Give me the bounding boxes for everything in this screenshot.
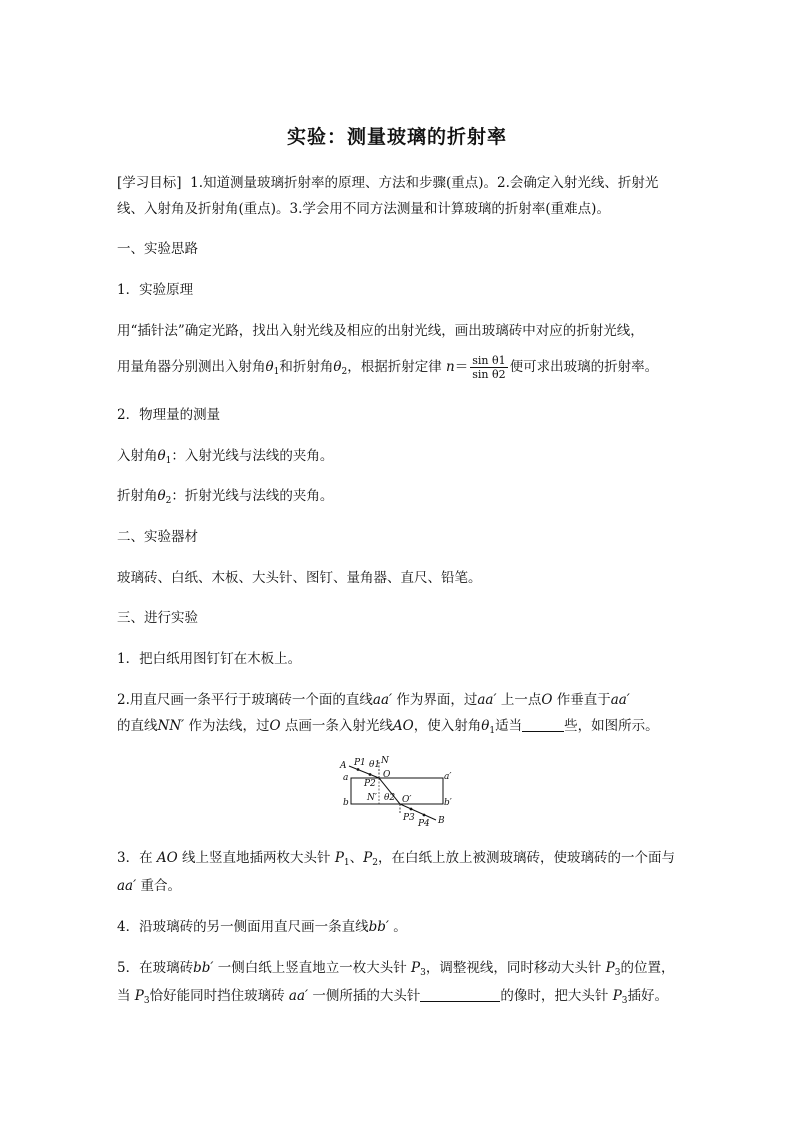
label-a: a bbox=[343, 773, 349, 783]
step-2-line-2: 的直线NN′ 作为法线，过O 点画一条入射光线AO，使入射角$\theta_1$适当 些，如图所示。 bbox=[117, 718, 659, 736]
label-p1: P1 bbox=[354, 758, 366, 768]
step-4: 4．沿玻璃砖的另一侧面用直尺画一条直线bb′ 。 bbox=[117, 919, 407, 935]
label-b: b bbox=[343, 798, 349, 808]
step-5-line-2: 当 $P_3$恰好能同时挡住玻璃砖 aa′ 一侧所插的大头针 的像时，把大头针 $P_3$插好。 bbox=[117, 988, 669, 1006]
label-p3: P3 bbox=[403, 813, 415, 823]
learning-goals-line-1: [学习目标] 1.知道测量玻璃折射率的原理、方法和步骤(重点)。2.会确定入射光线、折射光 bbox=[117, 175, 659, 191]
label-theta1: θ1 bbox=[369, 760, 381, 770]
refraction-diagram bbox=[334, 753, 460, 831]
pin-p1 bbox=[357, 768, 360, 771]
label-o: O bbox=[383, 770, 391, 780]
step-5-line-1: 5．在玻璃砖bb′ 一侧白纸上竖直地立一枚大头针 $P_3$，调整视线，同时移动大头针 $P_3$的位置， bbox=[117, 960, 675, 978]
subsection-principle: 1．实验原理 bbox=[117, 282, 194, 298]
label-theta2: θ2 bbox=[384, 793, 396, 803]
fill-blank-2[interactable] bbox=[420, 987, 500, 1002]
learning-goals-line-2: 线、入射角及折射角(重点)。3.学会用不同方法测量和计算玻璃的折射率(重难点)。 bbox=[117, 201, 610, 217]
fill-blank-1[interactable] bbox=[522, 717, 564, 732]
pin-p2 bbox=[369, 773, 372, 776]
step-3-line-2: aa′ 重合。 bbox=[117, 878, 181, 894]
label-b-point: B bbox=[438, 816, 445, 826]
step-2-line-1: 2.用直尺画一条平行于玻璃砖一个面的直线aa′ 作为界面，过aa′ 上一点O 作垂直于aa′ bbox=[117, 692, 630, 708]
goal-tag: [学习目标] bbox=[117, 175, 182, 191]
step-3-line-1: 3．在 AO 线上竖直地插两枚大头针 $P_1$、$P_2$，在白纸上放上被测玻璃砖，使玻璃砖的一个面与 bbox=[117, 850, 675, 868]
label-o-prime: O′ bbox=[402, 795, 412, 805]
principle-line-1: 用“插针法”确定光路，找出入射光线及相应的出射光线，画出玻璃砖中对应的折射光线， bbox=[117, 323, 644, 339]
section-heading-3: 三、进行实验 bbox=[117, 610, 198, 626]
label-n: N bbox=[381, 756, 389, 766]
label-a-prime: a′ bbox=[444, 772, 452, 782]
principle-line-2: 用量角器分别测出入射角$\theta_1$和折射角$\theta_2$，根据折射定律 n＝ $\frac{\text{sin θ1}}{\text{sin θ2}}$ 便可求出玻璃的折射率。 bbox=[117, 354, 659, 381]
label-a-point: A bbox=[340, 761, 347, 771]
page-title: 实验：测量玻璃的折射率 bbox=[286, 126, 507, 148]
pin-p4 bbox=[423, 814, 426, 817]
label-b-prime: b′ bbox=[444, 798, 452, 808]
refraction-angle-def: 折射角$\theta_2$：折射光线与法线的夹角。 bbox=[117, 488, 334, 506]
label-n-prime: N′ bbox=[367, 793, 377, 803]
section-heading-1: 一、实验思路 bbox=[117, 241, 198, 257]
pin-p3 bbox=[410, 808, 413, 811]
section-heading-2: 二、实验器材 bbox=[117, 529, 198, 545]
step-1: 1．把白纸用图钉钉在木板上。 bbox=[117, 651, 302, 667]
incidence-angle-def: 入射角$\theta_1$：入射光线与法线的夹角。 bbox=[117, 448, 334, 466]
label-p4: P4 bbox=[418, 819, 430, 829]
label-p2: P2 bbox=[364, 779, 376, 789]
snell-fraction: $\frac{\text{sin θ1}}{\text{sin θ2}}$ bbox=[472, 354, 506, 381]
subsection-measurement: 2．物理量的测量 bbox=[117, 407, 221, 423]
equipment-list: 玻璃砖、白纸、木板、大头针、图钉、量角器、直尺、铅笔。 bbox=[117, 570, 482, 586]
